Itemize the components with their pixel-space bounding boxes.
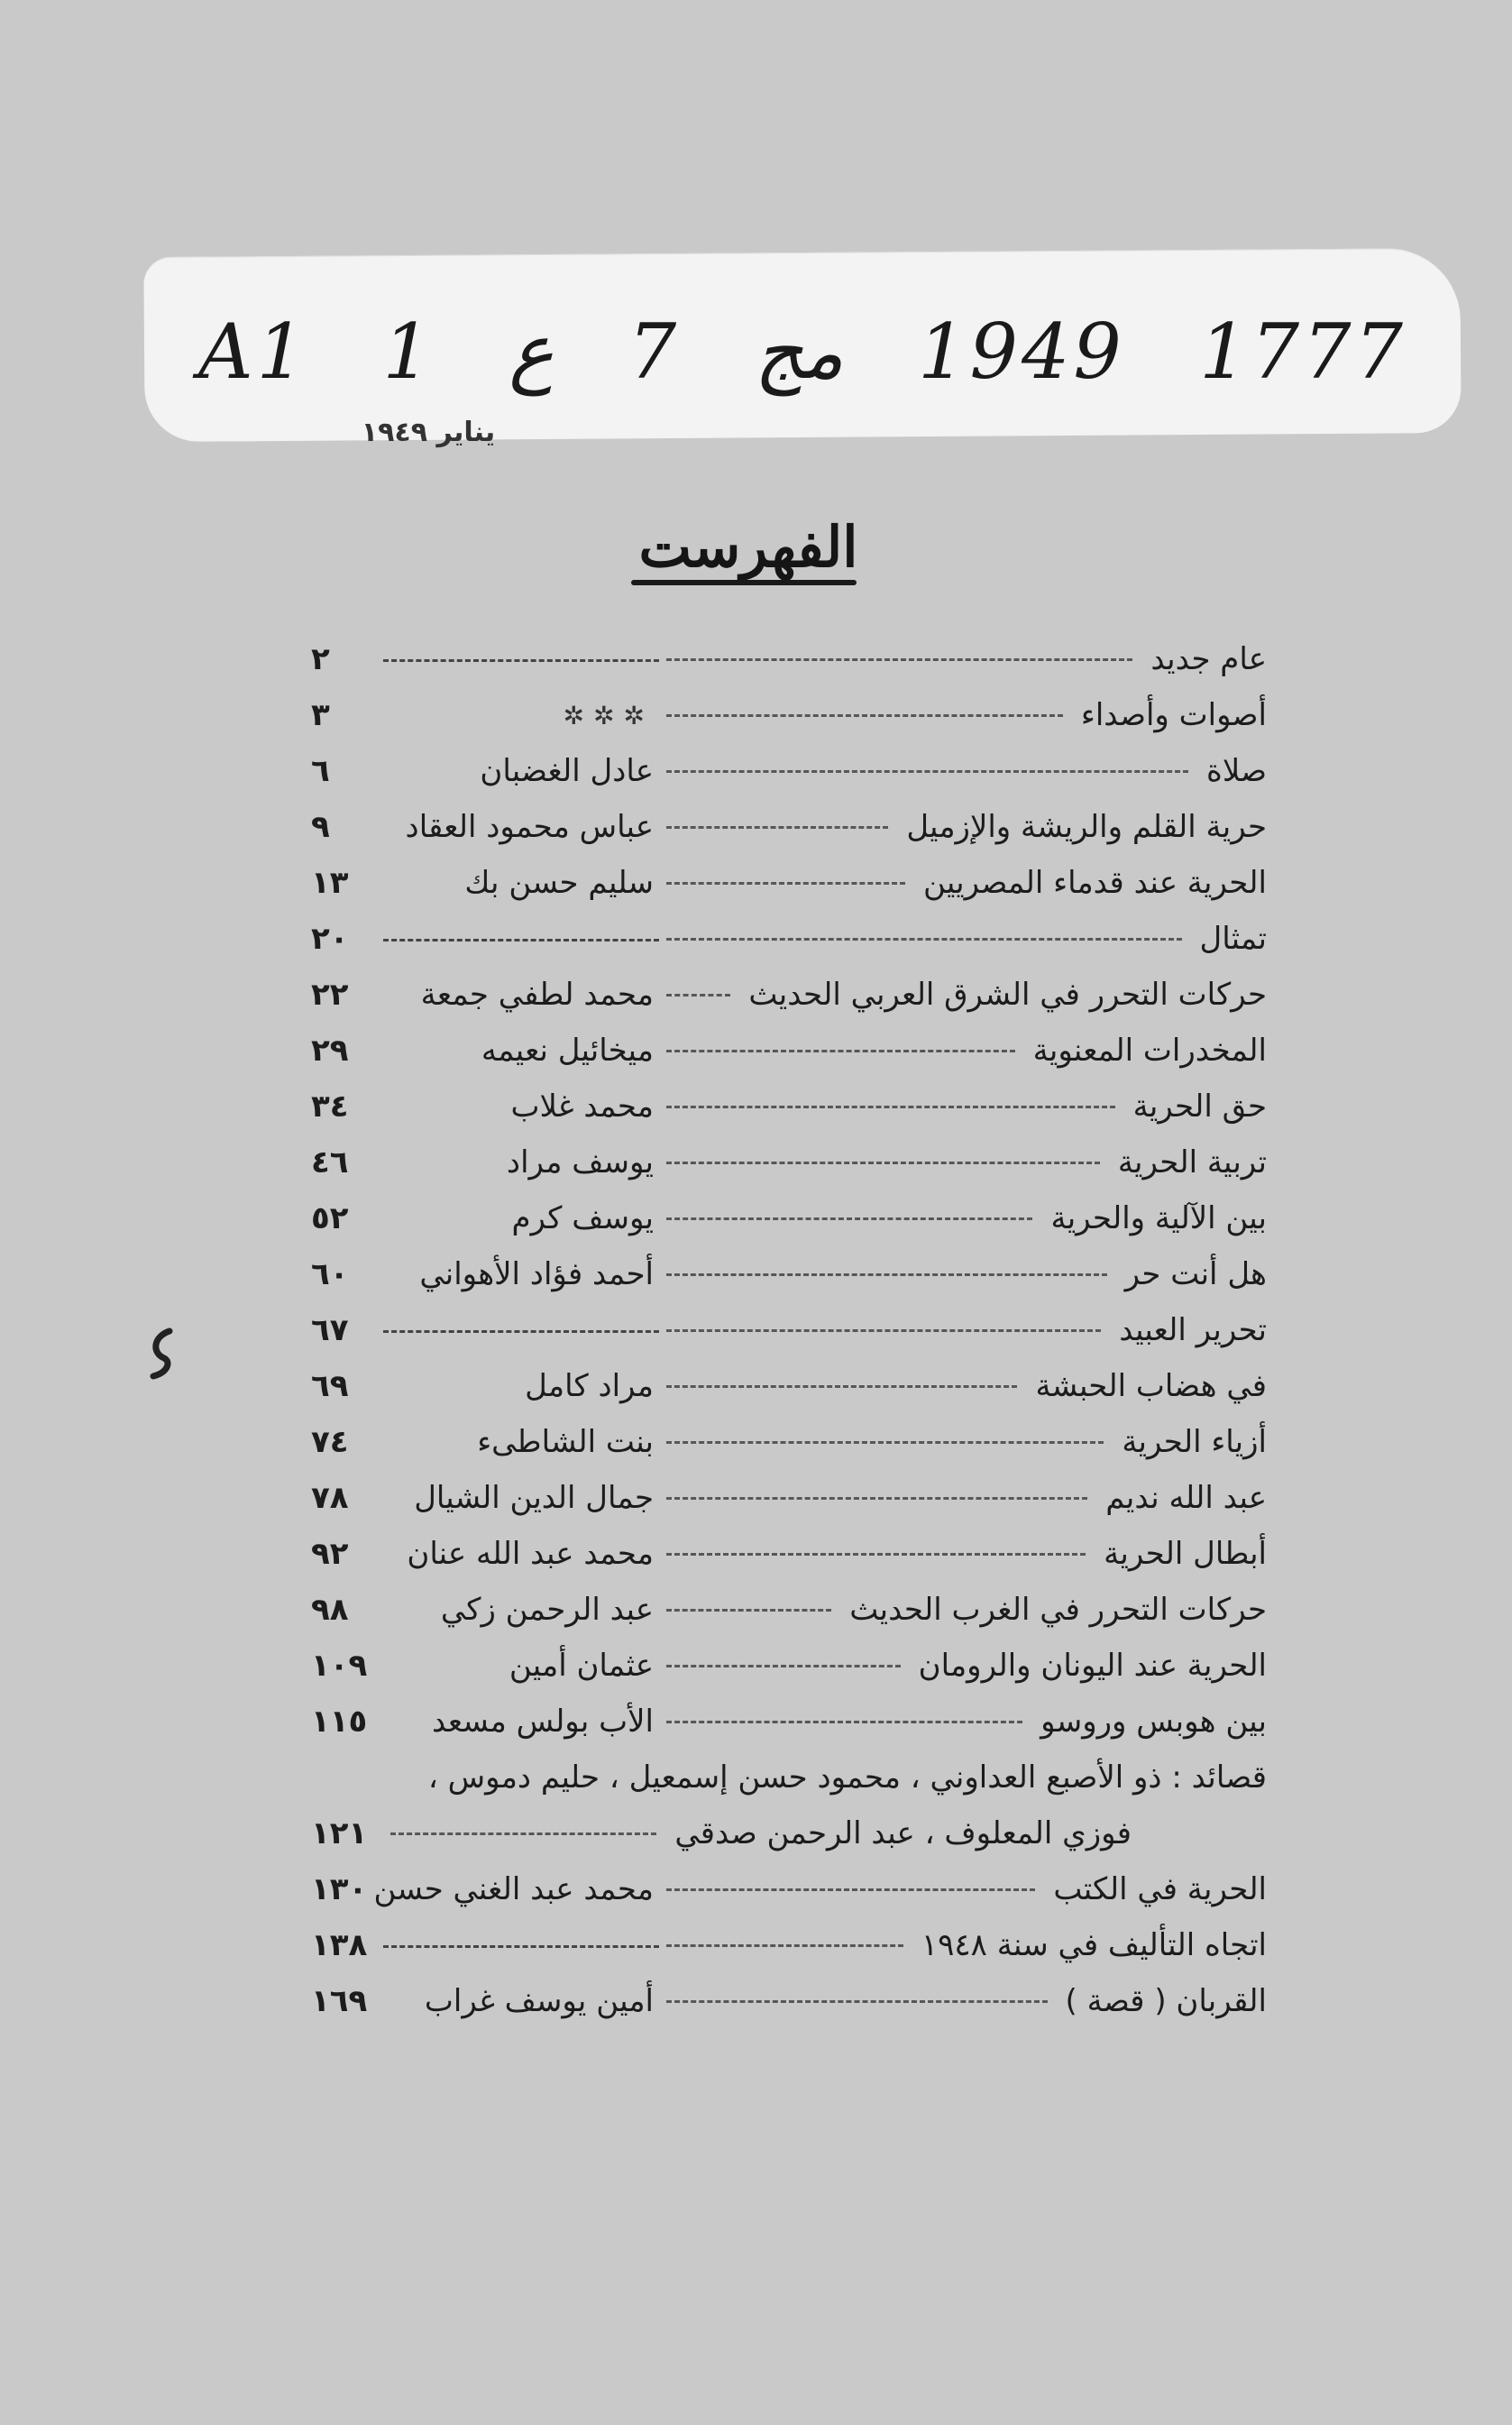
page-title: الفهرست — [638, 514, 858, 580]
toc-entry-author — [383, 659, 659, 662]
toc-entry-title: أبطال الحرية — [1104, 1536, 1267, 1572]
toc-row — [311, 631, 1267, 687]
toc-entry-page: ٢ — [311, 641, 330, 677]
toc-entry-page: ٦٠ — [311, 1256, 349, 1292]
toc-entry-author: عادل الغضبان — [480, 753, 654, 789]
toc-row — [311, 1694, 1267, 1750]
toc-entry-page: ١٦٩ — [311, 1983, 368, 2019]
toc-entry-author: عبد الرحمن زكي — [440, 1592, 654, 1628]
toc-entry-title: حركات التحرر في الشرق العربي الحديث — [748, 977, 1267, 1013]
toc-entry-title: صلاة — [1206, 753, 1267, 789]
toc-entry-page: ١٢١ — [311, 1815, 368, 1851]
toc-entry-page: ٧٨ — [311, 1480, 349, 1516]
toc-entry-page: ١٣ — [311, 865, 349, 901]
toc-entry-author — [383, 1945, 659, 1948]
toc-entry-page: ١٣٠ — [311, 1871, 368, 1907]
toc-entry-title: عبد الله نديم — [1105, 1480, 1267, 1516]
toc-entry-page: ٣ — [311, 697, 330, 733]
toc-row — [311, 1414, 1267, 1470]
dotted-leader — [666, 1553, 1086, 1556]
toc-row — [311, 1973, 1267, 2029]
toc-entry-page: ٦ — [311, 753, 330, 789]
poems-line-1: قصائد : ذو الأصبع العداوني ، محمود حسن إسمعيل ، حليم دموس ، — [427, 1759, 1267, 1796]
toc-entry-title: تمثال — [1199, 921, 1267, 957]
toc-entry-page: ٣٤ — [311, 1088, 349, 1125]
toc-entry-author: مراد كامل — [525, 1368, 654, 1404]
toc-row-poems — [311, 1750, 1267, 1805]
dotted-leader — [666, 826, 888, 829]
toc-entry-author: محمد عبد الله عنان — [407, 1536, 654, 1572]
dotted-leader — [666, 1665, 901, 1667]
label-number: 1 — [382, 308, 435, 396]
toc-entry-author: محمد غلاب — [510, 1088, 654, 1125]
dotted-leader — [666, 1050, 1015, 1052]
toc-entry-page: ١٠٩ — [311, 1648, 368, 1684]
dotted-leader — [666, 994, 730, 997]
dotted-leader — [666, 1273, 1107, 1276]
toc-entry-page: ٩٢ — [311, 1536, 349, 1572]
toc-entry-page: ٩ — [311, 809, 330, 845]
toc-entry-author: عثمان أمين — [509, 1648, 654, 1684]
toc-entry-author: ✲✲✲ — [563, 700, 654, 730]
toc-row — [311, 1023, 1267, 1079]
toc-entry-title: الحرية عند اليونان والرومان — [918, 1648, 1267, 1684]
dotted-leader — [666, 1888, 1035, 1891]
dotted-leader — [666, 882, 905, 885]
toc-entry-title: اتجاه التأليف في سنة ١٩٤٨ — [921, 1927, 1267, 1963]
handwritten-label — [198, 298, 1407, 406]
toc-row — [311, 1134, 1267, 1190]
toc-entry-page: ٥٢ — [311, 1200, 349, 1236]
dotted-leader — [666, 938, 1182, 941]
toc-entry-page: ٧٤ — [311, 1424, 349, 1460]
toc-entry-author: أحمد فؤاد الأهواني — [419, 1256, 654, 1292]
toc-entry-title: تحرير العبيد — [1119, 1312, 1267, 1348]
dotted-leader — [390, 1833, 656, 1835]
toc-entry-author: ميخائيل نعيمه — [481, 1033, 654, 1069]
toc-row — [311, 1582, 1267, 1638]
toc-entry-page: ٢٠ — [311, 921, 349, 957]
toc-entry-page: ١١٥ — [311, 1704, 368, 1740]
dotted-leader — [666, 658, 1132, 661]
label-code: A1 — [198, 308, 309, 396]
toc-entry-title: حركات التحرر في الغرب الحديث — [849, 1592, 1267, 1628]
dotted-leader — [666, 1609, 831, 1612]
dotted-leader — [666, 1162, 1100, 1164]
toc-entry-page: ٩٨ — [311, 1592, 349, 1628]
toc-entry-title: أصوات وأصداء — [1080, 697, 1267, 733]
label-volume-number: 7 — [628, 308, 681, 396]
toc-row — [311, 855, 1267, 911]
toc-entry-page: ٤٦ — [311, 1144, 349, 1180]
dotted-leader — [666, 1497, 1087, 1500]
toc-entry-author: الأب بولس مسعد — [432, 1704, 654, 1740]
toc-entry-author: سليم حسن بك — [464, 865, 654, 901]
dotted-leader — [666, 1944, 903, 1947]
toc-entry-title: المخدرات المعنوية — [1032, 1033, 1267, 1069]
dotted-leader — [666, 1106, 1115, 1108]
dotted-leader — [666, 1385, 1017, 1388]
toc-row — [311, 1526, 1267, 1582]
toc-entry-page: ٦٧ — [311, 1312, 349, 1348]
toc-entry-author: محمد لطفي جمعة — [420, 977, 654, 1013]
toc-entry-author — [383, 1330, 659, 1333]
toc-entry-page: ٢٩ — [311, 1033, 349, 1069]
toc-entry-author: يوسف مراد — [506, 1144, 654, 1180]
dotted-leader — [666, 1217, 1032, 1220]
toc-row-poems-cont — [311, 1805, 1267, 1861]
label-catalog-number: 1777 — [1199, 308, 1407, 396]
toc-row — [311, 687, 1267, 743]
toc-entry-title: هل أنت حر — [1124, 1256, 1267, 1292]
toc-row — [311, 1246, 1267, 1302]
dotted-leader — [666, 1441, 1104, 1444]
toc-row — [311, 1302, 1267, 1358]
toc-entry-author: يوسف كرم — [511, 1200, 654, 1236]
toc-entry-title: أزياء الحرية — [1122, 1424, 1267, 1460]
toc-entry-page: ٢٢ — [311, 977, 349, 1013]
toc-entry-title: حرية القلم والريشة والإزميل — [906, 809, 1267, 845]
label-volume-abbrev: مج — [754, 308, 844, 396]
toc-entry-title: في هضاب الحبشة — [1035, 1368, 1267, 1404]
toc-entry-title: تربية الحرية — [1117, 1144, 1267, 1180]
dotted-leader — [666, 714, 1063, 717]
toc-entry-page: ١٣٨ — [311, 1927, 368, 1963]
toc-entry-author: عباس محمود العقاد — [405, 809, 654, 845]
issue-date: يناير ١٩٤٩ — [361, 417, 496, 448]
dotted-leader — [666, 2000, 1048, 2003]
toc-entry-title: حق الحرية — [1132, 1088, 1267, 1125]
toc-entry-author — [383, 939, 659, 942]
toc-row — [311, 743, 1267, 799]
poems-line-2: فوزي المعلوف ، عبد الرحمن صدقي — [674, 1815, 1132, 1851]
toc-entry-author: أمين يوسف غراب — [424, 1983, 654, 2019]
toc-row — [311, 1190, 1267, 1246]
label-year: 1949 — [918, 308, 1125, 396]
toc-row — [311, 967, 1267, 1023]
toc-row — [311, 799, 1267, 855]
toc-entry-author: بنت الشاطىء — [477, 1424, 654, 1460]
toc-row — [311, 1917, 1267, 1973]
toc-entry-title: بين هوبس وروسو — [1040, 1704, 1267, 1740]
label-issue-letter: ع — [509, 308, 554, 396]
toc-row — [311, 1861, 1267, 1917]
margin-mark — [144, 1326, 180, 1380]
toc-entry-title: الحرية في الكتب — [1053, 1871, 1267, 1907]
toc-row — [311, 1079, 1267, 1134]
table-of-contents — [311, 631, 1267, 2074]
toc-entry-title: بين الآلية والحرية — [1050, 1200, 1267, 1236]
toc-entry-title: القربان ( قصة ) — [1065, 1983, 1267, 2019]
toc-row — [311, 1358, 1267, 1414]
toc-entry-title: الحرية عند قدماء المصريين — [923, 865, 1267, 901]
dotted-leader — [666, 1329, 1101, 1332]
toc-entry-author: محمد عبد الغني حسن — [373, 1871, 654, 1907]
dotted-leader — [666, 770, 1188, 773]
toc-entry-page: ٦٩ — [311, 1368, 349, 1404]
dotted-leader — [666, 1721, 1022, 1723]
toc-row — [311, 911, 1267, 967]
toc-row — [311, 1638, 1267, 1694]
toc-entry-title: عام جديد — [1150, 641, 1267, 677]
toc-row — [311, 1470, 1267, 1526]
toc-entry-author: جمال الدين الشيال — [414, 1480, 654, 1516]
title-underline — [631, 580, 857, 585]
